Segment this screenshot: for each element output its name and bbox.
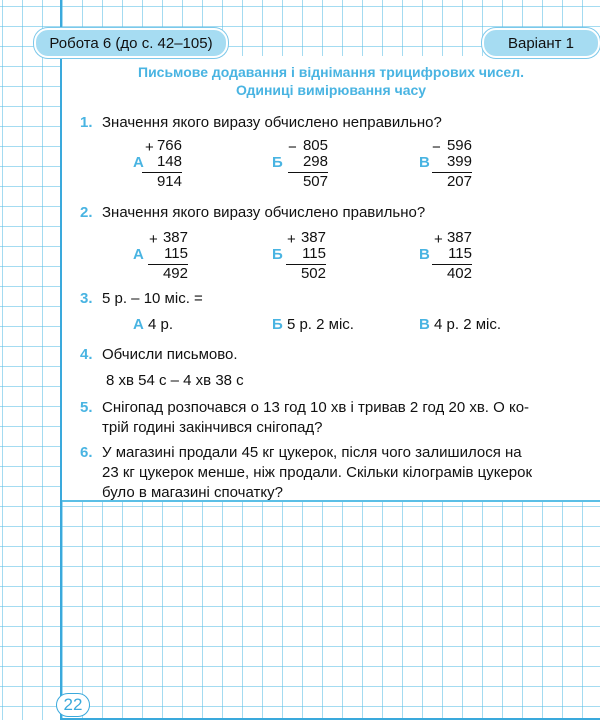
question-text-line-2: трій годині закінчився снігопад? [102, 419, 323, 436]
question-4 [80, 345, 238, 365]
column-calc [148, 230, 188, 282]
page-title [62, 63, 600, 99]
option-letter: А [133, 246, 144, 263]
option-letter: А [133, 154, 144, 171]
question-text: 5 р. – 10 міс. = [102, 290, 203, 307]
option-letter: В [419, 246, 430, 263]
page-number: 22 [56, 693, 90, 717]
question-number: 5. [80, 399, 93, 416]
operand-b: 115 [448, 245, 472, 262]
answer-option-a [133, 315, 173, 335]
result: 502 [286, 264, 326, 282]
question-5 [80, 398, 529, 418]
operand-b: 298 [302, 153, 328, 170]
question-text: Значення якого виразу обчислено неправильно? [102, 114, 442, 131]
option-letter: Б [272, 316, 283, 333]
result: 507 [288, 172, 328, 190]
expression: 8 хв 54 с – 4 хв 38 с [106, 372, 244, 389]
operation-sign: + [145, 139, 154, 156]
question-number: 4. [80, 346, 93, 363]
title-line-1: Письмове додавання і віднімання трицифрових чисел. [138, 64, 524, 80]
question-number: 1. [80, 114, 93, 131]
question-text-line-1: Снігопад розпочався о 13 год 10 хв і тривав 2 год 20 хв. О ко- [102, 399, 530, 416]
option-letter: Б [272, 154, 283, 171]
operand-a: 596 [446, 137, 472, 154]
option-letter: В [419, 316, 430, 333]
question-text-line-3: було в магазині спочатку? [102, 484, 283, 501]
operand-b: 115 [164, 245, 188, 262]
option-letter: В [419, 154, 430, 171]
question-6 [80, 443, 522, 463]
result: 492 [148, 264, 188, 282]
operand-b: 148 [156, 153, 182, 170]
option-text: 4 р. [148, 316, 174, 333]
option-letter: Б [272, 246, 283, 263]
operation-sign: − [288, 139, 297, 156]
question-number: 3. [80, 290, 93, 307]
operation-sign: − [432, 139, 441, 156]
question-number: 6. [80, 444, 93, 461]
answer-option-c [419, 315, 501, 335]
question-1 [80, 113, 442, 133]
question-text: Значення якого виразу обчислено правильно? [102, 204, 426, 221]
option-letter: А [133, 316, 144, 333]
operand-b: 399 [446, 153, 472, 170]
operand-a: 805 [302, 137, 328, 154]
column-calc [286, 230, 326, 282]
column-calc [432, 230, 472, 282]
question-3 [80, 289, 203, 309]
question-text: Обчисли письмово. [102, 346, 238, 363]
option-text: 5 р. 2 міс. [286, 316, 354, 333]
question-text-line-1: У магазині продали 45 кг цукерок, після чого залишилося на [102, 444, 522, 461]
operand-a: 387 [162, 229, 188, 246]
operation-sign: + [287, 231, 296, 248]
operand-a: 766 [156, 137, 182, 154]
column-calc [432, 138, 472, 190]
question-text-line-2: 23 кг цукерок менше, ніж продали. Скільки кілограмів цукерок [102, 464, 533, 481]
operation-sign: + [434, 231, 443, 248]
question-2 [80, 203, 425, 223]
column-calc [288, 138, 328, 190]
operand-b: 115 [302, 245, 326, 262]
column-calc [142, 138, 182, 190]
result: 914 [142, 172, 182, 190]
result: 402 [432, 264, 472, 282]
result: 207 [432, 172, 472, 190]
work-label: Робота 6 (до с. 42–105) [34, 28, 228, 58]
variant-label: Варіант 1 [482, 28, 600, 58]
option-text: 4 р. 2 міс. [434, 316, 502, 333]
title-line-2: Одиниці вимірювання часу [235, 82, 427, 98]
question-number: 2. [80, 204, 93, 221]
operand-a: 387 [300, 229, 326, 246]
operation-sign: + [149, 231, 158, 248]
operand-a: 387 [446, 229, 472, 246]
answer-option-b [272, 315, 354, 335]
